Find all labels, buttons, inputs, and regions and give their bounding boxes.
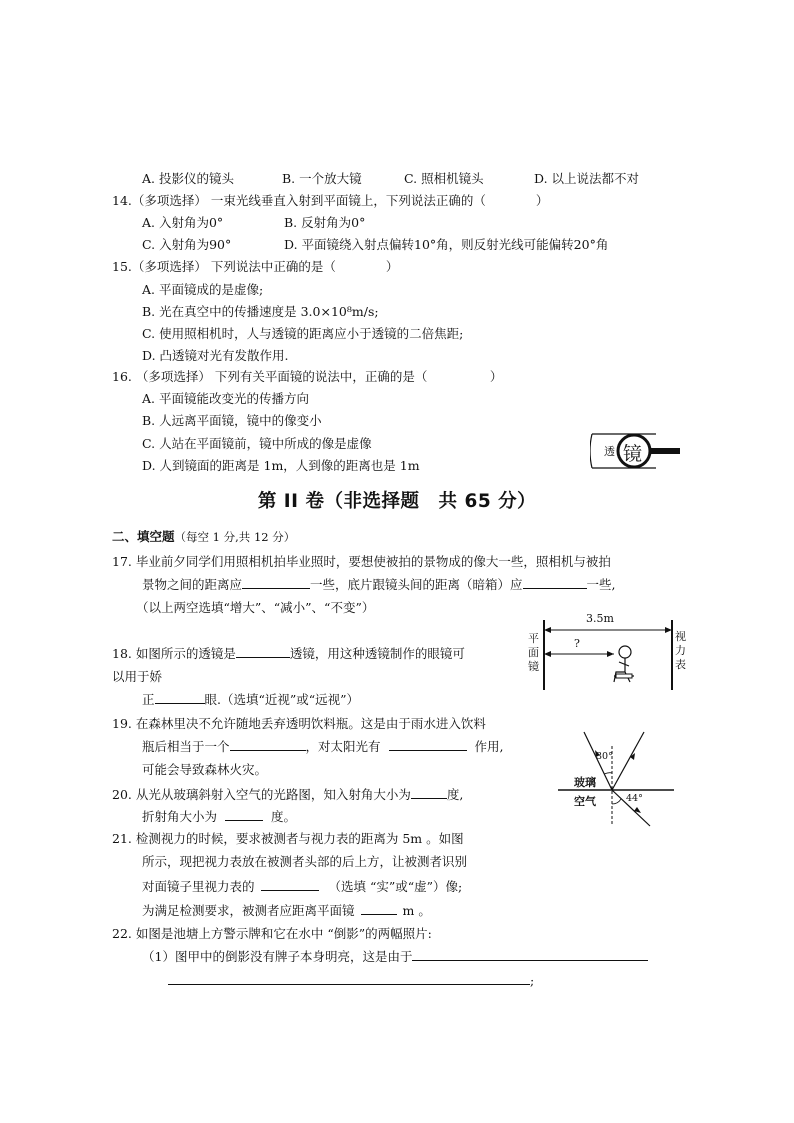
q21-text-b: （选填 “实”或“虚”）像; <box>328 879 463 894</box>
strip-label-tou: 透 <box>604 445 615 458</box>
q16-stem: 16. （多项选择） 下列有关平面镜的说法中，正确的是（ ） <box>112 369 503 384</box>
section-2-heading-row <box>112 528 295 546</box>
q19-line-3: 可能会导致森林火灾。 <box>142 762 268 777</box>
q21-line-3 <box>142 878 462 896</box>
q21-line-1: 21. 检测视力的时候，要求被测者与视力表的距离为 5m 。如图 <box>112 831 464 846</box>
q14-options-row2 <box>142 236 702 254</box>
section-2-heading: 二、填空题 <box>112 529 175 544</box>
q21-line-2: 所示，现把视力表放在被测者头部的后上方，让被测者识别 <box>142 854 468 869</box>
q16-option-d: D. 人到镜面的距离是 1m，人到像的距离也是 1m <box>142 458 420 473</box>
q20-line-1 <box>112 786 463 804</box>
q19-blank-2[interactable] <box>389 738 467 751</box>
q22-blank-2[interactable] <box>168 972 530 985</box>
q18-blank-2[interactable] <box>155 691 205 704</box>
q16-option-b: B. 人远离平面镜，镜中的像变小 <box>142 413 322 428</box>
air-label: 空气 <box>574 795 596 808</box>
q13-option-d: D. 以上说法都不对 <box>534 171 640 186</box>
q19-text-c: 作用, <box>474 739 504 754</box>
q20-blank-1[interactable] <box>411 786 447 799</box>
q18-text-b: 透镜，用这种透镜制作的眼镜可 <box>289 646 465 661</box>
q17-text-a: 景物之间的距离应 <box>142 577 243 592</box>
q18-text-c: 正 <box>142 692 155 707</box>
mirror-label-char-3: 镜 <box>528 660 539 673</box>
q14-stem: 14.（多项选择） 一束光线垂直入射到平面镜上，下列说法正确的（ ） <box>112 193 549 208</box>
q21-blank-1[interactable] <box>261 878 319 891</box>
q20-blank-2[interactable] <box>225 808 263 821</box>
mirror-label-char-1: 平 <box>528 632 539 645</box>
chart-label-char-3: 表 <box>675 658 686 671</box>
q17-text-b: 一些，底片跟镜头间的距离（暗箱）应 <box>310 577 523 592</box>
q18-text-d: 眼.（选填“近视”或“远视”） <box>204 692 360 707</box>
q16-option-a: A. 平面镜能改变光的传播方向 <box>142 391 309 406</box>
chart-label-char-2: 力 <box>675 644 686 657</box>
angle-30-label: 30° <box>596 751 613 762</box>
q18-blank-1[interactable] <box>236 645 290 658</box>
q14-options-row1 <box>142 214 682 232</box>
q20-text-d: 度。 <box>271 809 297 824</box>
q13-option-a: A. 投影仪的镜头 <box>142 171 234 186</box>
q15-stem: 15.（多项选择） 下列说法中正确的是（ ） <box>112 259 399 274</box>
q21-text-c: 为满足检测要求，被测者应距离平面镜 <box>142 903 355 918</box>
q18-figure-eye-test <box>526 610 690 692</box>
q20-text-c: 折射角大小为 <box>142 809 218 824</box>
q18-line-2: 以用于娇 <box>112 669 163 684</box>
section-2-note: （每空 1 分,共 12 分） <box>174 530 296 544</box>
q19-blank-1[interactable] <box>230 738 306 751</box>
q21-text-d: m 。 <box>402 903 431 918</box>
q13-options <box>142 170 702 188</box>
q22-semicolon: ; <box>530 973 535 988</box>
distance-label: 3.5m <box>586 612 614 625</box>
q16-option-c: C. 人站在平面镜前，镜中所成的像是虚像 <box>142 436 372 451</box>
q17-blank-1[interactable] <box>242 576 310 589</box>
q19-text-b: ，对太阳光有 <box>305 739 381 754</box>
plane-mirror-label <box>528 632 539 674</box>
q19-line-2 <box>142 738 504 756</box>
q19-line-1: 19. 在森林里决不允许随地丢弃透明饮料瓶。这是由于雨水进入饮料 <box>112 716 486 731</box>
q15-option-b: B. 光在真空中的传播速度是 3.0×10⁸m/s; <box>142 304 379 319</box>
q15-option-a: A. 平面镜成的是虚像; <box>142 282 264 297</box>
q17-line-3: （以上两空选填“增大”、“减小”、“不变”） <box>136 600 375 615</box>
q14-option-c: C. 入射角为90° <box>142 237 232 252</box>
unknown-distance-label: ? <box>574 637 580 650</box>
section-title: 第 II 卷（非选择题 共 65 分） <box>257 491 537 512</box>
q20-text-b: 度, <box>446 787 464 802</box>
q20-text-a: 20. 从光从玻璃斜射入空气的光路图，知入射角大小为 <box>112 787 411 802</box>
q17-line-1: 17. 毕业前夕同学们用照相机拍毕业照时，要想使被拍的景物成的像大一些，照相机与被拍 <box>112 554 611 569</box>
q19-text-a: 瓶后相当于一个 <box>142 739 230 754</box>
q13-option-c: C. 照相机镜头 <box>404 171 484 186</box>
q18-text-a: 18. 如图所示的透镜是 <box>112 646 236 661</box>
q17-text-c: 一些, <box>586 577 616 592</box>
q18-line-1 <box>112 645 465 663</box>
mirror-label-char-2: 面 <box>528 646 539 659</box>
q13-option-b: B. 一个放大镜 <box>282 171 362 186</box>
q17-line-2 <box>142 576 616 594</box>
q22-line-3 <box>168 972 534 990</box>
q14-option-d: D. 平面镜绕入射点偏转10°角，则反射光线可能偏转20°角 <box>284 237 609 252</box>
q21-blank-2[interactable] <box>361 902 397 915</box>
q22-text-a: （1）图甲中的倒影没有牌子本身明亮，这是由于 <box>142 949 413 964</box>
eye-chart-label <box>675 630 686 672</box>
q20-line-2 <box>142 808 296 826</box>
q15-option-d: D. 凸透镜对光有发散作用. <box>142 348 289 363</box>
q15-option-c: C. 使用照相机时，人与透镜的距离应小于透镜的二倍焦距; <box>142 326 464 341</box>
q22-line-1: 22. 如图是池塘上方警示牌和它在水中 “倒影”的两幅照片: <box>112 926 432 941</box>
q22-line-2 <box>142 948 648 966</box>
q16-figure-lens-strip <box>590 428 682 474</box>
q20-figure-refraction <box>556 726 680 830</box>
chart-label-char-1: 视 <box>675 630 686 643</box>
q22-blank-1[interactable] <box>412 948 648 961</box>
q21-text-a: 对面镜子里视力表的 <box>142 879 255 894</box>
q14-option-b: B. 反射角为0° <box>284 215 366 230</box>
angle-44-label: 44° <box>626 793 643 804</box>
q17-blank-2[interactable] <box>523 576 587 589</box>
q21-line-4 <box>142 902 431 920</box>
q18-line-3 <box>142 691 359 709</box>
q14-option-a: A. 入射角为0° <box>142 215 224 230</box>
lens-magnified-label: 镜 <box>623 443 643 465</box>
glass-label: 玻璃 <box>574 776 596 789</box>
